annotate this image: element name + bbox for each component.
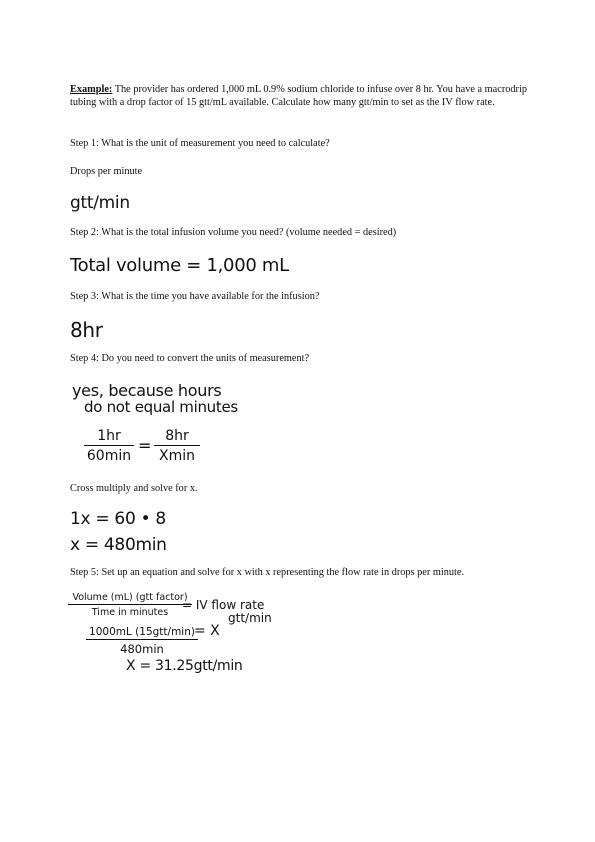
ratio-left-fraction — [84, 428, 134, 464]
fraction-bar — [68, 604, 192, 605]
step2-question: Step 2: What is the total infusion volume you need? (volume needed = desired) — [70, 227, 397, 238]
step1-handwritten: gtt/min — [70, 193, 130, 213]
step5-question: Step 5: Set up an equation and solve for x with x representing the flow rate in drops per minute. — [70, 567, 465, 578]
step4-note-line1: yes, because hours — [72, 381, 222, 400]
substitution-denominator: 480min — [120, 642, 164, 656]
final-result: X = 31.25gtt/min — [126, 658, 243, 674]
example-text: The provider has ordered 1,000 mL 0.9% sodium chloride to infuse over 8 hr. You have a macrodrip tubing with a drop factor of 15 gtt/mL available. Calculate how many gtt/min to set as the IV flow rate. — [70, 84, 527, 108]
fraction-bar — [84, 445, 134, 446]
formula-numerator: Volume (mL) (gtt factor) — [72, 592, 188, 603]
cross-line1: 1x = 60 • 8 — [70, 509, 166, 529]
step3-question: Step 3: What is the time you have available for the infusion? — [70, 291, 320, 302]
step2-handwritten: Total volume = 1,000 mL — [70, 255, 289, 276]
step1-answer: Drops per minute — [70, 166, 143, 177]
step1-question: Step 1: What is the unit of measurement you need to calculate? — [70, 138, 330, 149]
ratio-left-denominator: 60min — [86, 448, 132, 464]
cross-multiply-text: Cross multiply and solve for x. — [70, 483, 198, 494]
step4-question: Step 4: Do you need to convert the units of measurement? — [70, 353, 310, 364]
example-label: Example: — [70, 84, 113, 95]
ratio-left-numerator: 1hr — [97, 428, 121, 444]
ratio-right-denominator: Xmin — [159, 448, 195, 464]
formula-fraction — [68, 592, 192, 618]
formula-rhs-line1: = IV flow rate — [182, 598, 265, 612]
formula-rhs-line2: gtt/min — [228, 611, 272, 625]
ratio-right-numerator: 8hr — [165, 428, 189, 444]
substitution-numerator: 1000mL (15gtt/min) — [89, 626, 195, 638]
substitution-fraction — [86, 626, 198, 656]
fraction-bar — [154, 445, 200, 446]
formula-denominator: Time in minutes — [91, 607, 169, 618]
step3-handwritten: 8hr — [70, 318, 103, 342]
ratio-right-fraction — [154, 428, 200, 464]
cross-line2: x = 480min — [70, 535, 167, 555]
substitution-rhs: = X — [194, 623, 220, 639]
intro-paragraph — [70, 84, 530, 109]
step4-note-line2: do not equal minutes — [84, 398, 238, 416]
fraction-bar — [86, 639, 198, 640]
ratio-equals: = — [138, 436, 152, 455]
